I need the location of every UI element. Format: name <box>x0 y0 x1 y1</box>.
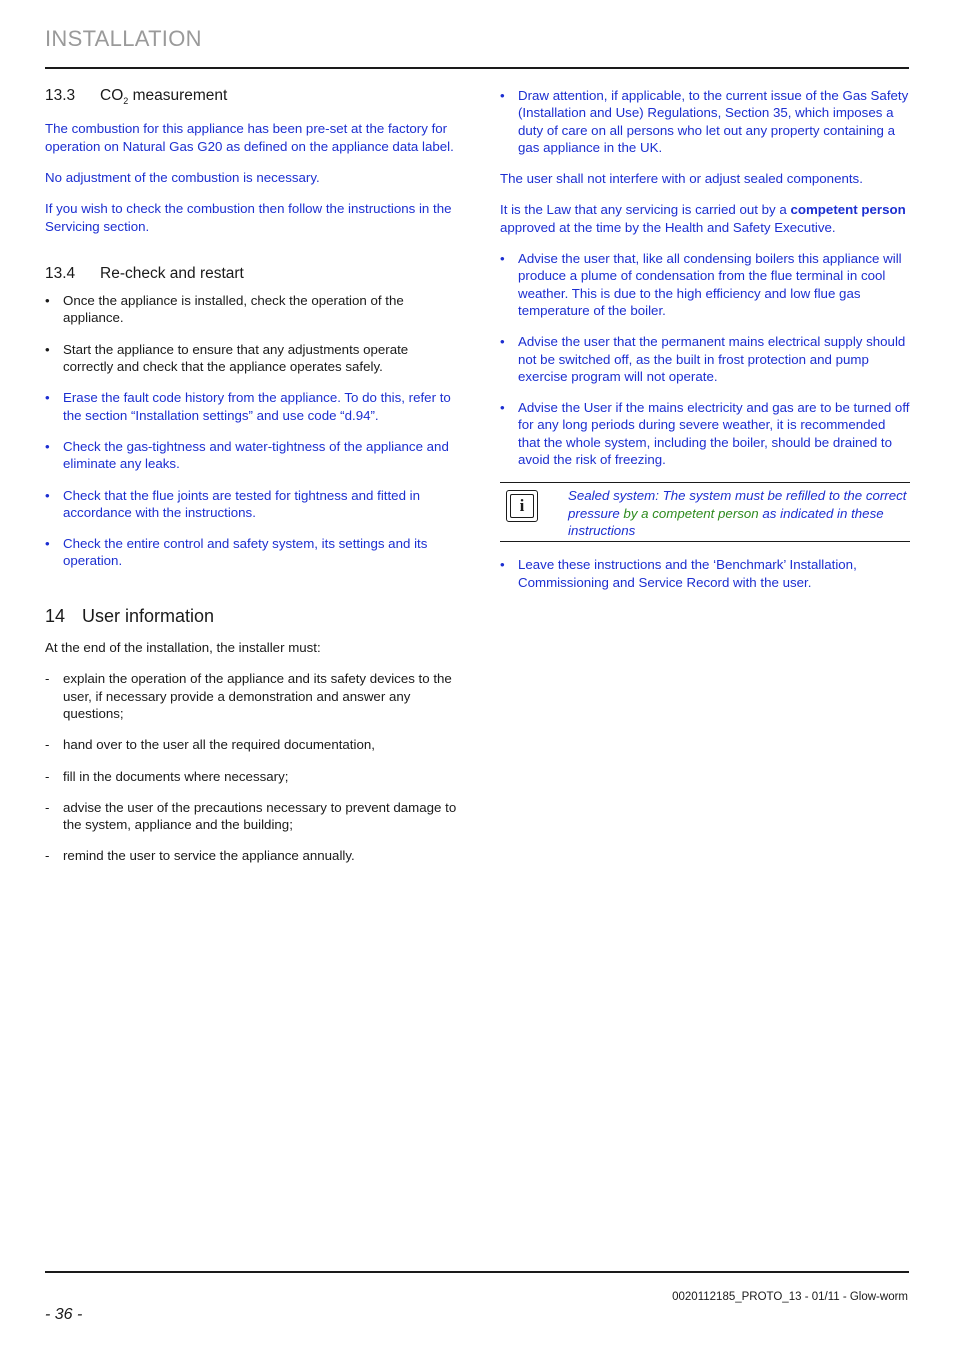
left-column <box>45 87 457 879</box>
text-bold: competent person <box>790 202 906 218</box>
section-title: User information <box>82 605 215 626</box>
user-info-list <box>45 670 457 864</box>
list-item: • Start the appliance to ensure that any adjustments operate correctly and check that the appliance operates safely. <box>45 341 457 376</box>
note-text <box>568 487 910 539</box>
text-span: It is the Law that any servicing is carried out by a <box>500 202 791 218</box>
page-number: - 36 - <box>45 1306 83 1323</box>
right-list-top <box>500 87 910 156</box>
list-item: - advise the user of the precautions necessary to prevent damage to the system, appliance and the building; <box>45 799 457 834</box>
section-13-4-heading <box>45 265 457 282</box>
info-note <box>500 482 910 542</box>
list-item: • Leave these instructions and the ‘Benchmark’ Installation, Commissioning and Service Record with the user. <box>500 556 910 591</box>
footer-rule <box>45 1271 909 1273</box>
section-title-sub: 2 <box>123 96 129 107</box>
section-number: 13.3 <box>45 87 76 104</box>
paragraph: No adjustment of the combustion is necessary. <box>45 169 320 185</box>
list-item: • Check that the flue joints are tested for tightness and fitted in accordance with the instructions. <box>45 487 457 522</box>
document-code: 0020112185_PROTO_13 - 01/11 - Glow-worm <box>672 1291 908 1303</box>
list-item: • Check the entire control and safety system, its settings and its operation. <box>45 535 457 570</box>
section-14-heading <box>45 605 457 626</box>
header-title: INSTALLATION <box>45 26 202 51</box>
list-item: - fill in the documents where necessary; <box>45 768 457 785</box>
list-item: • Advise the user that, like all condensing boilers this appliance will produce a plume of condensation from the flue terminal in cool weather. This is due to the high efficiency and low flue gas temperature of the boiler. <box>500 250 910 319</box>
recheck-list <box>45 292 457 570</box>
section-13-3-heading <box>45 87 457 110</box>
paragraph: The user shall not interfere with or adjust sealed components. <box>500 171 863 187</box>
list-item: - hand over to the user all the required documentation, <box>45 736 457 753</box>
paragraph: The combustion for this appliance has been pre-set at the factory for operation on Natural Gas G20 as defined on the appliance data label. <box>45 121 454 154</box>
list-item: • Erase the fault code history from the appliance. To do this, refer to the section “Installation settings” and use code “d.94”. <box>45 389 457 424</box>
section-number: 13.4 <box>45 264 76 282</box>
list-item: - remind the user to service the appliance annually. <box>45 847 457 864</box>
header-rule <box>45 67 909 69</box>
list-item: • Once the appliance is installed, check the operation of the appliance. <box>45 292 457 327</box>
text-span: approved at the time by the Health and Safety Executive. <box>500 219 836 235</box>
list-item: • Check the gas-tightness and water-tightness of the appliance and eliminate any leaks. <box>45 438 457 473</box>
paragraph <box>500 201 910 236</box>
paragraph: At the end of the installation, the installer must: <box>45 640 321 656</box>
list-item: - explain the operation of the appliance and its safety devices to the user, if necessary provide a demonstration and answer any questions; <box>45 670 457 722</box>
list-item: • Advise the user that the permanent mains electrical supply should not be switched off, as the built in frost protection and pump exercise program will not operate. <box>500 333 910 385</box>
note-text-a: Sealed system: The system must be refilled to the correct pressure <box>568 488 907 521</box>
right-list-advise <box>500 250 910 468</box>
section-number: 14 <box>45 605 66 626</box>
paragraph: If you wish to check the combustion then follow the instructions in the Servicing section. <box>45 201 452 234</box>
right-list-bottom <box>500 556 910 591</box>
note-text-b: by a competent person <box>619 505 763 521</box>
list-item: • Draw attention, if applicable, to the current issue of the Gas Safety (Installation and Use) Regulations, Section 35, which imposes a duty of care on all persons who let out any property containing a gas appliance in the UK. <box>500 87 910 156</box>
section-title-pre: CO <box>100 87 124 104</box>
list-item: • Advise the User if the mains electricity and gas are to be turned off for any long periods during severe weather, it is recommended that the whole system, including the boiler, should be drained to avoid the risk of freezing. <box>500 399 910 468</box>
note-text-c: as indicated in these instructions <box>568 505 884 538</box>
section-title-post: measurement <box>128 87 228 104</box>
info-icon: i <box>506 490 538 522</box>
section-title: Re-check and restart <box>100 264 244 282</box>
right-column <box>500 87 910 605</box>
